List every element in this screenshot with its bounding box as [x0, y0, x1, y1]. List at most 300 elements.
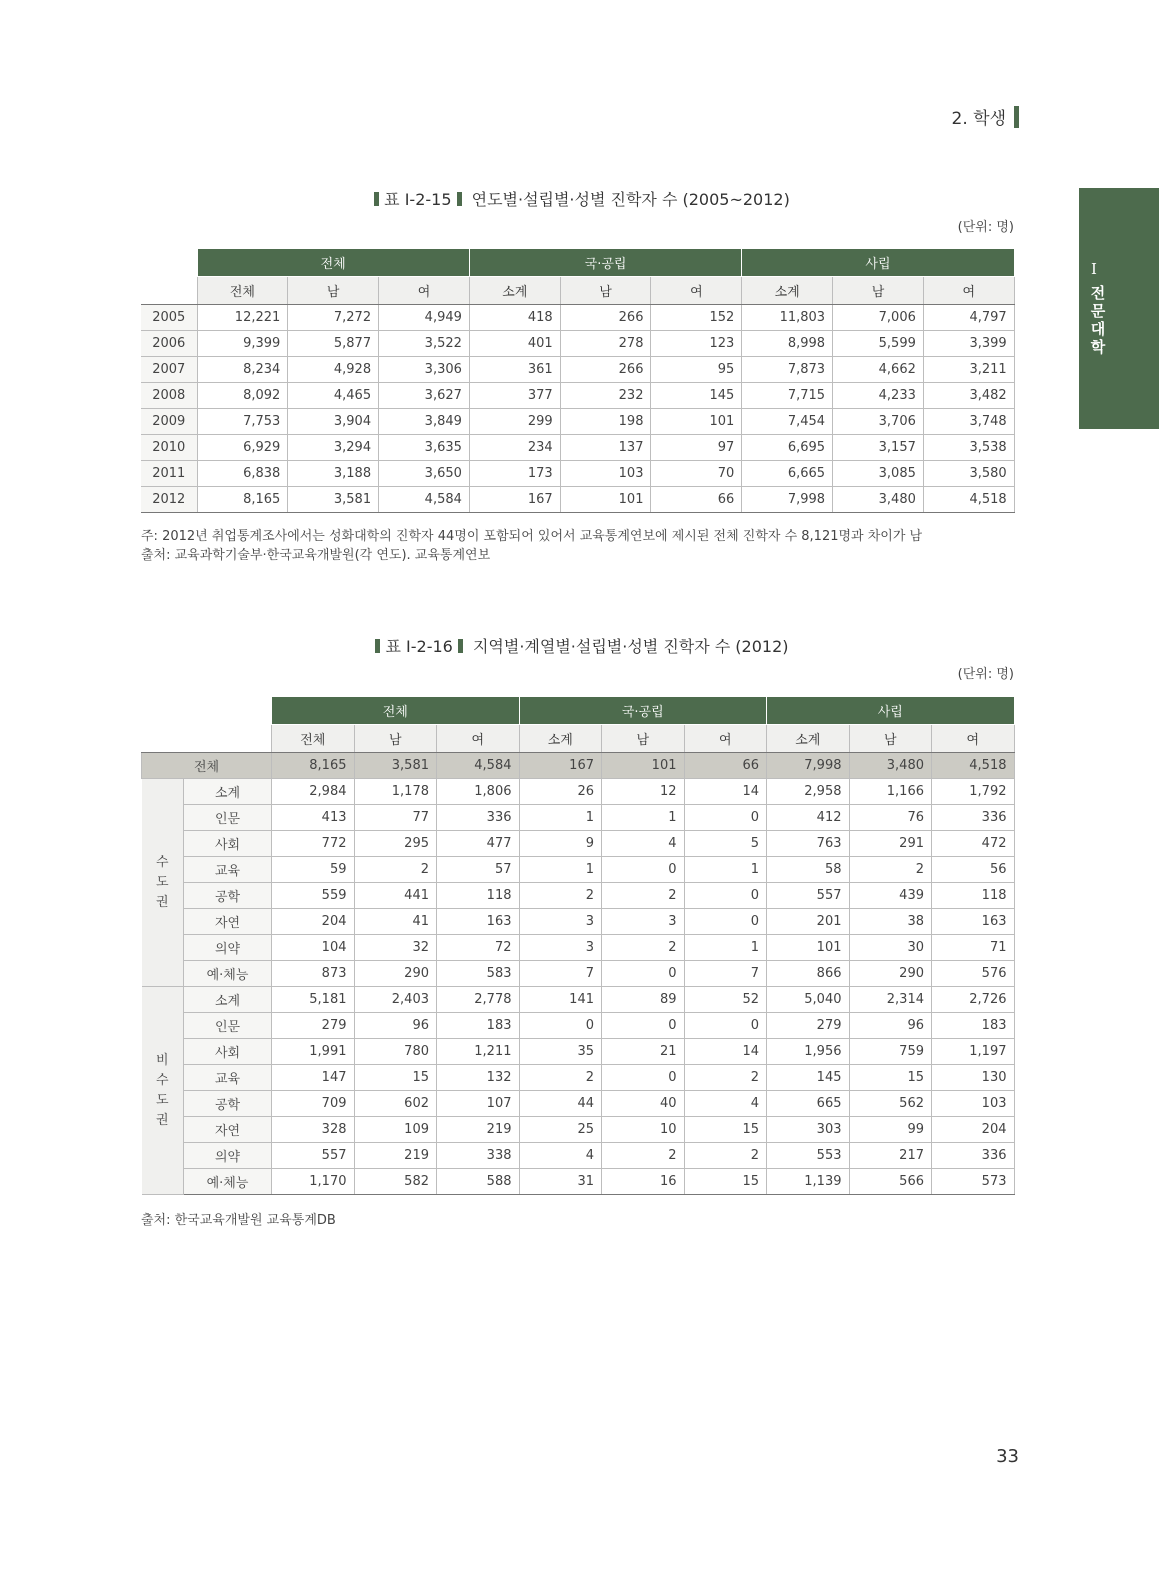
group-header: 전체: [272, 697, 520, 725]
group-header: 전체: [197, 249, 469, 277]
table-row: [142, 1143, 1015, 1169]
value-cell: 2: [354, 857, 437, 883]
value-cell: 99: [849, 1117, 932, 1143]
value-cell: 66: [651, 487, 742, 513]
value-cell: 5,877: [288, 331, 379, 357]
value-cell: 38: [849, 909, 932, 935]
table-corner: [141, 249, 197, 277]
value-cell: 40: [602, 1091, 685, 1117]
table-corner: [142, 697, 272, 725]
value-cell: 279: [767, 1013, 850, 1039]
value-cell: 5: [684, 831, 767, 857]
value-cell: 107: [437, 1091, 520, 1117]
value-cell: 3,581: [354, 753, 437, 779]
value-cell: 232: [560, 383, 651, 409]
value-cell: 588: [437, 1169, 520, 1195]
value-cell: 6,665: [742, 461, 833, 487]
value-cell: 141: [519, 987, 602, 1013]
field-cell: 인문: [184, 1013, 272, 1039]
value-cell: 3,706: [833, 409, 924, 435]
value-cell: 2,314: [849, 987, 932, 1013]
column-header: 소계: [469, 277, 560, 305]
value-cell: 0: [684, 805, 767, 831]
field-cell: 사회: [184, 1039, 272, 1065]
value-cell: 0: [602, 961, 685, 987]
value-cell: 7,753: [197, 409, 288, 435]
value-cell: 290: [849, 961, 932, 987]
value-cell: 3,480: [849, 753, 932, 779]
value-cell: 336: [932, 805, 1015, 831]
value-cell: 361: [469, 357, 560, 383]
value-cell: 3,635: [379, 435, 470, 461]
value-cell: 4,949: [379, 305, 470, 331]
value-cell: 77: [354, 805, 437, 831]
value-cell: 2,984: [272, 779, 355, 805]
field-cell: 공학: [184, 1091, 272, 1117]
value-cell: 7,006: [833, 305, 924, 331]
value-cell: 0: [602, 1013, 685, 1039]
value-cell: 8,092: [197, 383, 288, 409]
value-cell: 25: [519, 1117, 602, 1143]
value-cell: 0: [519, 1013, 602, 1039]
value-cell: 1,170: [272, 1169, 355, 1195]
value-cell: 573: [932, 1169, 1015, 1195]
group-header: 사립: [742, 249, 1014, 277]
caption-prefix: 표: [385, 637, 401, 656]
region-label: 비 수 도 권: [155, 1052, 169, 1128]
value-cell: 3,849: [379, 409, 470, 435]
value-cell: 3,522: [379, 331, 470, 357]
value-cell: 2: [602, 1143, 685, 1169]
value-cell: 8,234: [197, 357, 288, 383]
table-row: [141, 357, 1014, 383]
field-cell: 소계: [184, 987, 272, 1013]
table-row: [142, 857, 1015, 883]
caption-number: Ⅰ-2-16: [406, 637, 453, 656]
table1-unit: (단위: 명): [957, 220, 1014, 235]
value-cell: 76: [849, 805, 932, 831]
value-cell: 3: [519, 909, 602, 935]
table-row: [142, 1091, 1015, 1117]
value-cell: 52: [684, 987, 767, 1013]
value-cell: 219: [437, 1117, 520, 1143]
value-cell: 118: [437, 883, 520, 909]
value-cell: 3,157: [833, 435, 924, 461]
value-cell: 3,188: [288, 461, 379, 487]
caption-marker: [458, 639, 463, 653]
field-cell: 의약: [184, 1143, 272, 1169]
value-cell: 7,998: [742, 487, 833, 513]
value-cell: 8,165: [272, 753, 355, 779]
table-row: [141, 383, 1014, 409]
value-cell: 3,482: [923, 383, 1014, 409]
total-row: [142, 753, 1015, 779]
value-cell: 278: [560, 331, 651, 357]
value-cell: 0: [602, 1065, 685, 1091]
table-row: [141, 305, 1014, 331]
value-cell: 3: [519, 935, 602, 961]
field-cell: 인문: [184, 805, 272, 831]
value-cell: 336: [437, 805, 520, 831]
column-header: 여: [932, 725, 1015, 753]
value-cell: 291: [849, 831, 932, 857]
column-header: 남: [354, 725, 437, 753]
value-cell: 401: [469, 331, 560, 357]
value-cell: 6,929: [197, 435, 288, 461]
table2-source: 출처: 한국교육개발원 교육통계DB: [141, 1213, 336, 1228]
value-cell: 234: [469, 435, 560, 461]
value-cell: 2: [602, 935, 685, 961]
column-header: 소계: [519, 725, 602, 753]
value-cell: 7,998: [767, 753, 850, 779]
section-title: 2. 학생: [951, 109, 1006, 129]
value-cell: 3: [602, 909, 685, 935]
field-cell: 교육: [184, 1065, 272, 1091]
value-cell: 201: [767, 909, 850, 935]
value-cell: 290: [354, 961, 437, 987]
value-cell: 266: [560, 357, 651, 383]
value-cell: 14: [684, 779, 767, 805]
value-cell: 5,181: [272, 987, 355, 1013]
value-cell: 1,956: [767, 1039, 850, 1065]
value-cell: 279: [272, 1013, 355, 1039]
value-cell: 295: [354, 831, 437, 857]
value-cell: 56: [932, 857, 1015, 883]
value-cell: 123: [651, 331, 742, 357]
value-cell: 132: [437, 1065, 520, 1091]
table-row: [141, 331, 1014, 357]
value-cell: 1: [519, 857, 602, 883]
value-cell: 1,211: [437, 1039, 520, 1065]
caption-number: Ⅰ-2-15: [404, 190, 452, 209]
value-cell: 96: [354, 1013, 437, 1039]
value-cell: 30: [849, 935, 932, 961]
value-cell: 441: [354, 883, 437, 909]
value-cell: 566: [849, 1169, 932, 1195]
column-header: 전체: [197, 277, 288, 305]
value-cell: 0: [684, 909, 767, 935]
field-cell: 자연: [184, 1117, 272, 1143]
caption-marker: [375, 639, 380, 653]
table-row: [142, 1169, 1015, 1195]
value-cell: 147: [272, 1065, 355, 1091]
value-cell: 41: [354, 909, 437, 935]
total-label: 전체: [142, 753, 272, 779]
value-cell: 7,873: [742, 357, 833, 383]
value-cell: 2: [519, 883, 602, 909]
value-cell: 217: [849, 1143, 932, 1169]
value-cell: 2: [684, 1143, 767, 1169]
year-cell: 2007: [141, 357, 197, 383]
value-cell: 198: [560, 409, 651, 435]
value-cell: 3,211: [923, 357, 1014, 383]
section-marker: [1014, 106, 1019, 128]
field-cell: 공학: [184, 883, 272, 909]
table-row: [142, 987, 1015, 1013]
value-cell: 1,166: [849, 779, 932, 805]
value-cell: 763: [767, 831, 850, 857]
value-cell: 418: [469, 305, 560, 331]
column-header: 여: [651, 277, 742, 305]
value-cell: 873: [272, 961, 355, 987]
value-cell: 66: [684, 753, 767, 779]
value-cell: 9: [519, 831, 602, 857]
value-cell: 26: [519, 779, 602, 805]
value-cell: 1,178: [354, 779, 437, 805]
value-cell: 553: [767, 1143, 850, 1169]
value-cell: 101: [651, 409, 742, 435]
chapter-side-tab: [1079, 188, 1159, 429]
value-cell: 137: [560, 435, 651, 461]
value-cell: 1,991: [272, 1039, 355, 1065]
column-header: 소계: [767, 725, 850, 753]
value-cell: 0: [684, 1013, 767, 1039]
value-cell: 576: [932, 961, 1015, 987]
value-cell: 15: [354, 1065, 437, 1091]
value-cell: 266: [560, 305, 651, 331]
value-cell: 4,662: [833, 357, 924, 383]
value-cell: 557: [767, 883, 850, 909]
value-cell: 1: [684, 935, 767, 961]
value-cell: 562: [849, 1091, 932, 1117]
field-cell: 자연: [184, 909, 272, 935]
value-cell: 71: [932, 935, 1015, 961]
value-cell: 101: [560, 487, 651, 513]
year-cell: 2005: [141, 305, 197, 331]
page-number: 33: [996, 1446, 1019, 1467]
field-cell: 사회: [184, 831, 272, 857]
table-row: [142, 805, 1015, 831]
value-cell: 559: [272, 883, 355, 909]
year-cell: 2012: [141, 487, 197, 513]
field-cell: 소계: [184, 779, 272, 805]
value-cell: 4: [602, 831, 685, 857]
value-cell: 2: [519, 1065, 602, 1091]
value-cell: 12: [602, 779, 685, 805]
value-cell: 336: [932, 1143, 1015, 1169]
column-header: 여: [437, 725, 520, 753]
year-cell: 2011: [141, 461, 197, 487]
table-row: [141, 487, 1014, 513]
value-cell: 163: [932, 909, 1015, 935]
value-cell: 8,998: [742, 331, 833, 357]
table-row: [141, 461, 1014, 487]
value-cell: 167: [469, 487, 560, 513]
value-cell: 96: [849, 1013, 932, 1039]
value-cell: 103: [560, 461, 651, 487]
value-cell: 31: [519, 1169, 602, 1195]
table-row: [142, 779, 1015, 805]
value-cell: 2,958: [767, 779, 850, 805]
value-cell: 16: [602, 1169, 685, 1195]
value-cell: 1,139: [767, 1169, 850, 1195]
value-cell: 439: [849, 883, 932, 909]
value-cell: 2,726: [932, 987, 1015, 1013]
value-cell: 472: [932, 831, 1015, 857]
value-cell: 97: [651, 435, 742, 461]
column-header: 여: [923, 277, 1014, 305]
caption-prefix: 표: [384, 190, 400, 209]
value-cell: 7,272: [288, 305, 379, 331]
value-cell: 58: [767, 857, 850, 883]
value-cell: 57: [437, 857, 520, 883]
value-cell: 9,399: [197, 331, 288, 357]
value-cell: 130: [932, 1065, 1015, 1091]
table-row: [142, 1013, 1015, 1039]
value-cell: 759: [849, 1039, 932, 1065]
column-header: 소계: [742, 277, 833, 305]
value-cell: 6,838: [197, 461, 288, 487]
region-label: 수 도 권: [155, 854, 169, 910]
chapter-label: 전문대학: [1090, 284, 1106, 356]
value-cell: 7,454: [742, 409, 833, 435]
column-header: 남: [849, 725, 932, 753]
table-corner: [141, 277, 197, 305]
value-cell: 204: [272, 909, 355, 935]
value-cell: 4: [684, 1091, 767, 1117]
value-cell: 109: [354, 1117, 437, 1143]
column-header: 남: [288, 277, 379, 305]
column-header: 남: [560, 277, 651, 305]
value-cell: 413: [272, 805, 355, 831]
group-header: 사립: [767, 697, 1015, 725]
column-header: 여: [379, 277, 470, 305]
caption-title: 연도별·설립별·성별 진학자 수 (2005~2012): [471, 190, 790, 209]
caption-title: 지역별·계열별·설립별·성별 진학자 수 (2012): [472, 637, 789, 656]
value-cell: 183: [932, 1013, 1015, 1039]
value-cell: 709: [272, 1091, 355, 1117]
value-cell: 104: [272, 935, 355, 961]
group-header: 국·공립: [469, 249, 741, 277]
value-cell: 219: [354, 1143, 437, 1169]
value-cell: 4,584: [437, 753, 520, 779]
value-cell: 12,221: [197, 305, 288, 331]
value-cell: 3,580: [923, 461, 1014, 487]
value-cell: 4,584: [379, 487, 470, 513]
value-cell: 173: [469, 461, 560, 487]
value-cell: 557: [272, 1143, 355, 1169]
value-cell: 32: [354, 935, 437, 961]
value-cell: 377: [469, 383, 560, 409]
field-cell: 예·체능: [184, 1169, 272, 1195]
value-cell: 2,778: [437, 987, 520, 1013]
table-row: [142, 1039, 1015, 1065]
table2-unit: (단위: 명): [957, 667, 1014, 682]
year-cell: 2010: [141, 435, 197, 461]
value-cell: 118: [932, 883, 1015, 909]
table-row: [142, 909, 1015, 935]
value-cell: 72: [437, 935, 520, 961]
value-cell: 163: [437, 909, 520, 935]
value-cell: 101: [767, 935, 850, 961]
table1: [141, 249, 1015, 513]
value-cell: 4: [519, 1143, 602, 1169]
value-cell: 3,294: [288, 435, 379, 461]
value-cell: 582: [354, 1169, 437, 1195]
caption-marker: [374, 192, 379, 206]
table-corner: [142, 725, 272, 753]
value-cell: 303: [767, 1117, 850, 1143]
field-cell: 의약: [184, 935, 272, 961]
chapter-numeral: I: [1091, 260, 1097, 278]
table-row: [142, 831, 1015, 857]
value-cell: 1,197: [932, 1039, 1015, 1065]
value-cell: 3,748: [923, 409, 1014, 435]
section-header: [952, 104, 1019, 129]
value-cell: 21: [602, 1039, 685, 1065]
value-cell: 3,399: [923, 331, 1014, 357]
value-cell: 1,806: [437, 779, 520, 805]
value-cell: 59: [272, 857, 355, 883]
value-cell: 4,797: [923, 305, 1014, 331]
value-cell: 15: [684, 1169, 767, 1195]
group-header: 국·공립: [519, 697, 767, 725]
value-cell: 338: [437, 1143, 520, 1169]
value-cell: 412: [767, 805, 850, 831]
table-row: [141, 409, 1014, 435]
value-cell: 1: [602, 805, 685, 831]
value-cell: 0: [602, 857, 685, 883]
value-cell: 602: [354, 1091, 437, 1117]
value-cell: 3,085: [833, 461, 924, 487]
table2-caption: [0, 634, 1159, 657]
value-cell: 4,518: [932, 753, 1015, 779]
value-cell: 3,538: [923, 435, 1014, 461]
value-cell: 3,650: [379, 461, 470, 487]
table-row: [142, 935, 1015, 961]
value-cell: 95: [651, 357, 742, 383]
value-cell: 15: [684, 1117, 767, 1143]
value-cell: 665: [767, 1091, 850, 1117]
value-cell: 145: [651, 383, 742, 409]
column-header: 남: [602, 725, 685, 753]
year-cell: 2009: [141, 409, 197, 435]
value-cell: 4,233: [833, 383, 924, 409]
table1-caption: [0, 187, 1159, 210]
value-cell: 477: [437, 831, 520, 857]
value-cell: 89: [602, 987, 685, 1013]
table1-note: 주: 2012년 취업통계조사에서는 성화대학의 진학자 44명이 포함되어 있어서 교육통계연보에 제시된 전체 진학자 수 8,121명과 차이가 남: [141, 529, 923, 544]
value-cell: 44: [519, 1091, 602, 1117]
value-cell: 3,480: [833, 487, 924, 513]
value-cell: 299: [469, 409, 560, 435]
value-cell: 14: [684, 1039, 767, 1065]
field-cell: 교육: [184, 857, 272, 883]
value-cell: 101: [602, 753, 685, 779]
value-cell: 3,904: [288, 409, 379, 435]
value-cell: 328: [272, 1117, 355, 1143]
value-cell: 0: [684, 883, 767, 909]
value-cell: 7,715: [742, 383, 833, 409]
value-cell: 152: [651, 305, 742, 331]
value-cell: 167: [519, 753, 602, 779]
value-cell: 3,306: [379, 357, 470, 383]
value-cell: 3,627: [379, 383, 470, 409]
column-header: 여: [684, 725, 767, 753]
value-cell: 5,040: [767, 987, 850, 1013]
column-header: 전체: [272, 725, 355, 753]
value-cell: 866: [767, 961, 850, 987]
value-cell: 4,928: [288, 357, 379, 383]
value-cell: 4,518: [923, 487, 1014, 513]
column-header: 남: [833, 277, 924, 305]
value-cell: 6,695: [742, 435, 833, 461]
value-cell: 5,599: [833, 331, 924, 357]
value-cell: 10: [602, 1117, 685, 1143]
table-row: [142, 883, 1015, 909]
value-cell: 2: [602, 883, 685, 909]
value-cell: 7: [684, 961, 767, 987]
